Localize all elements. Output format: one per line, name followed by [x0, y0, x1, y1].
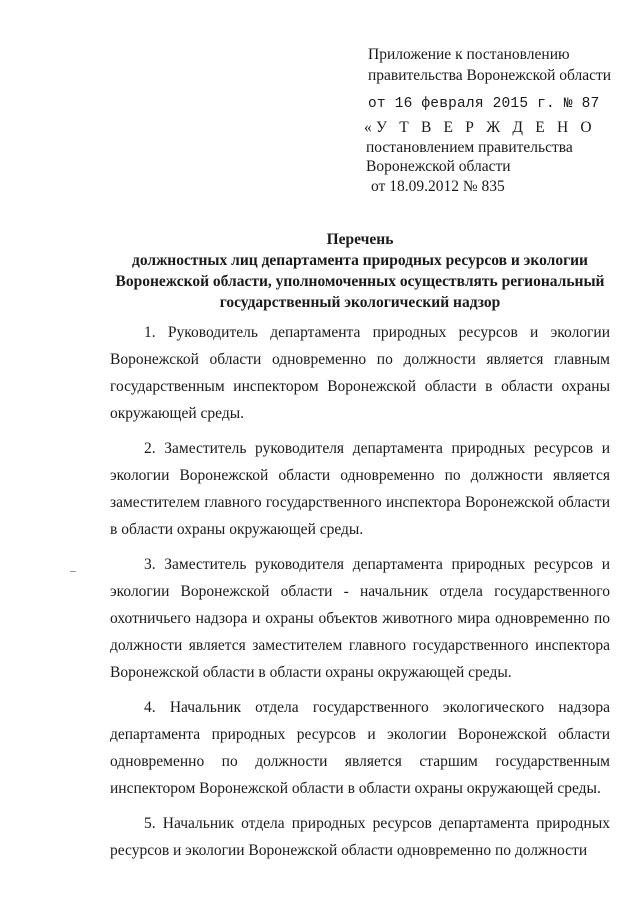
approval-line-3: от 18.09.2012 № 835 — [371, 177, 505, 195]
item-text: Руководитель департамента природных ресурсов и экологии Воронежской области одновременно по должности является главным государственным инспектором Воронежской области в области охраны окружающей среды. — [110, 324, 611, 422]
annex-line-1: Приложение к постановлению — [368, 46, 570, 63]
heading-title: Перечень — [326, 231, 394, 248]
margin-mark — [70, 571, 76, 572]
annex-line-2: правительства Воронежской области — [368, 67, 612, 84]
heading-line-2: должностных лиц департамента природных ресурсов и экологии — [131, 252, 588, 269]
item-text: Начальник отдела государственного экологического надзора департамента природных ресурсов и экологии Воронежской области одновременно по должности является старшим государственным инспектором Воронежской области в области охраны окружающей среды. — [110, 699, 610, 797]
heading-line-4: государственный экологический надзор — [219, 294, 501, 311]
item-text: Заместитель руководителя департамента природных ресурсов и экологии Воронежской области одновременно по должности является заместителем главного государственного инспектора Воронежской области в области охраны окружающей среды. — [110, 440, 610, 538]
item-number: 3. — [144, 556, 156, 573]
item-number: 4. — [144, 699, 156, 716]
approval-title: «У Т В Е Р Ж Д Е Н О — [364, 119, 596, 136]
list-item-5 — [110, 810, 610, 864]
item-text: Заместитель руководителя департамента природных ресурсов и экологии Воронежской области - начальник отдела государственного охотничьего надзора и охраны объектов животного мира одновременно по должности является заместителем главного государственного инспектора Воронежской области в области охраны окружающей среды. — [110, 556, 610, 681]
item-number: 2. — [144, 440, 156, 457]
item-number: 1. — [144, 324, 156, 341]
approval-block — [364, 118, 634, 196]
approval-line-2: Воронежской области — [366, 158, 511, 175]
list-item-2 — [110, 435, 610, 543]
heading-line-3: Воронежской области, уполномоченных осуществлять региональный — [115, 273, 605, 290]
item-text: Начальник отдела природных ресурсов департамента природных ресурсов и экологии Воронежской области одновременно по должности — [110, 815, 610, 859]
list-item-4 — [110, 694, 610, 802]
approval-line-1: постановлением правительства — [366, 138, 573, 156]
list-item-3 — [110, 551, 610, 686]
document-body — [110, 319, 610, 872]
item-number: 5. — [144, 815, 156, 832]
list-item-1 — [110, 319, 610, 427]
annex-block — [368, 44, 628, 115]
annex-date-line: от 16 февраля 2015 г. № 87 — [368, 96, 600, 112]
document-heading — [100, 229, 620, 313]
